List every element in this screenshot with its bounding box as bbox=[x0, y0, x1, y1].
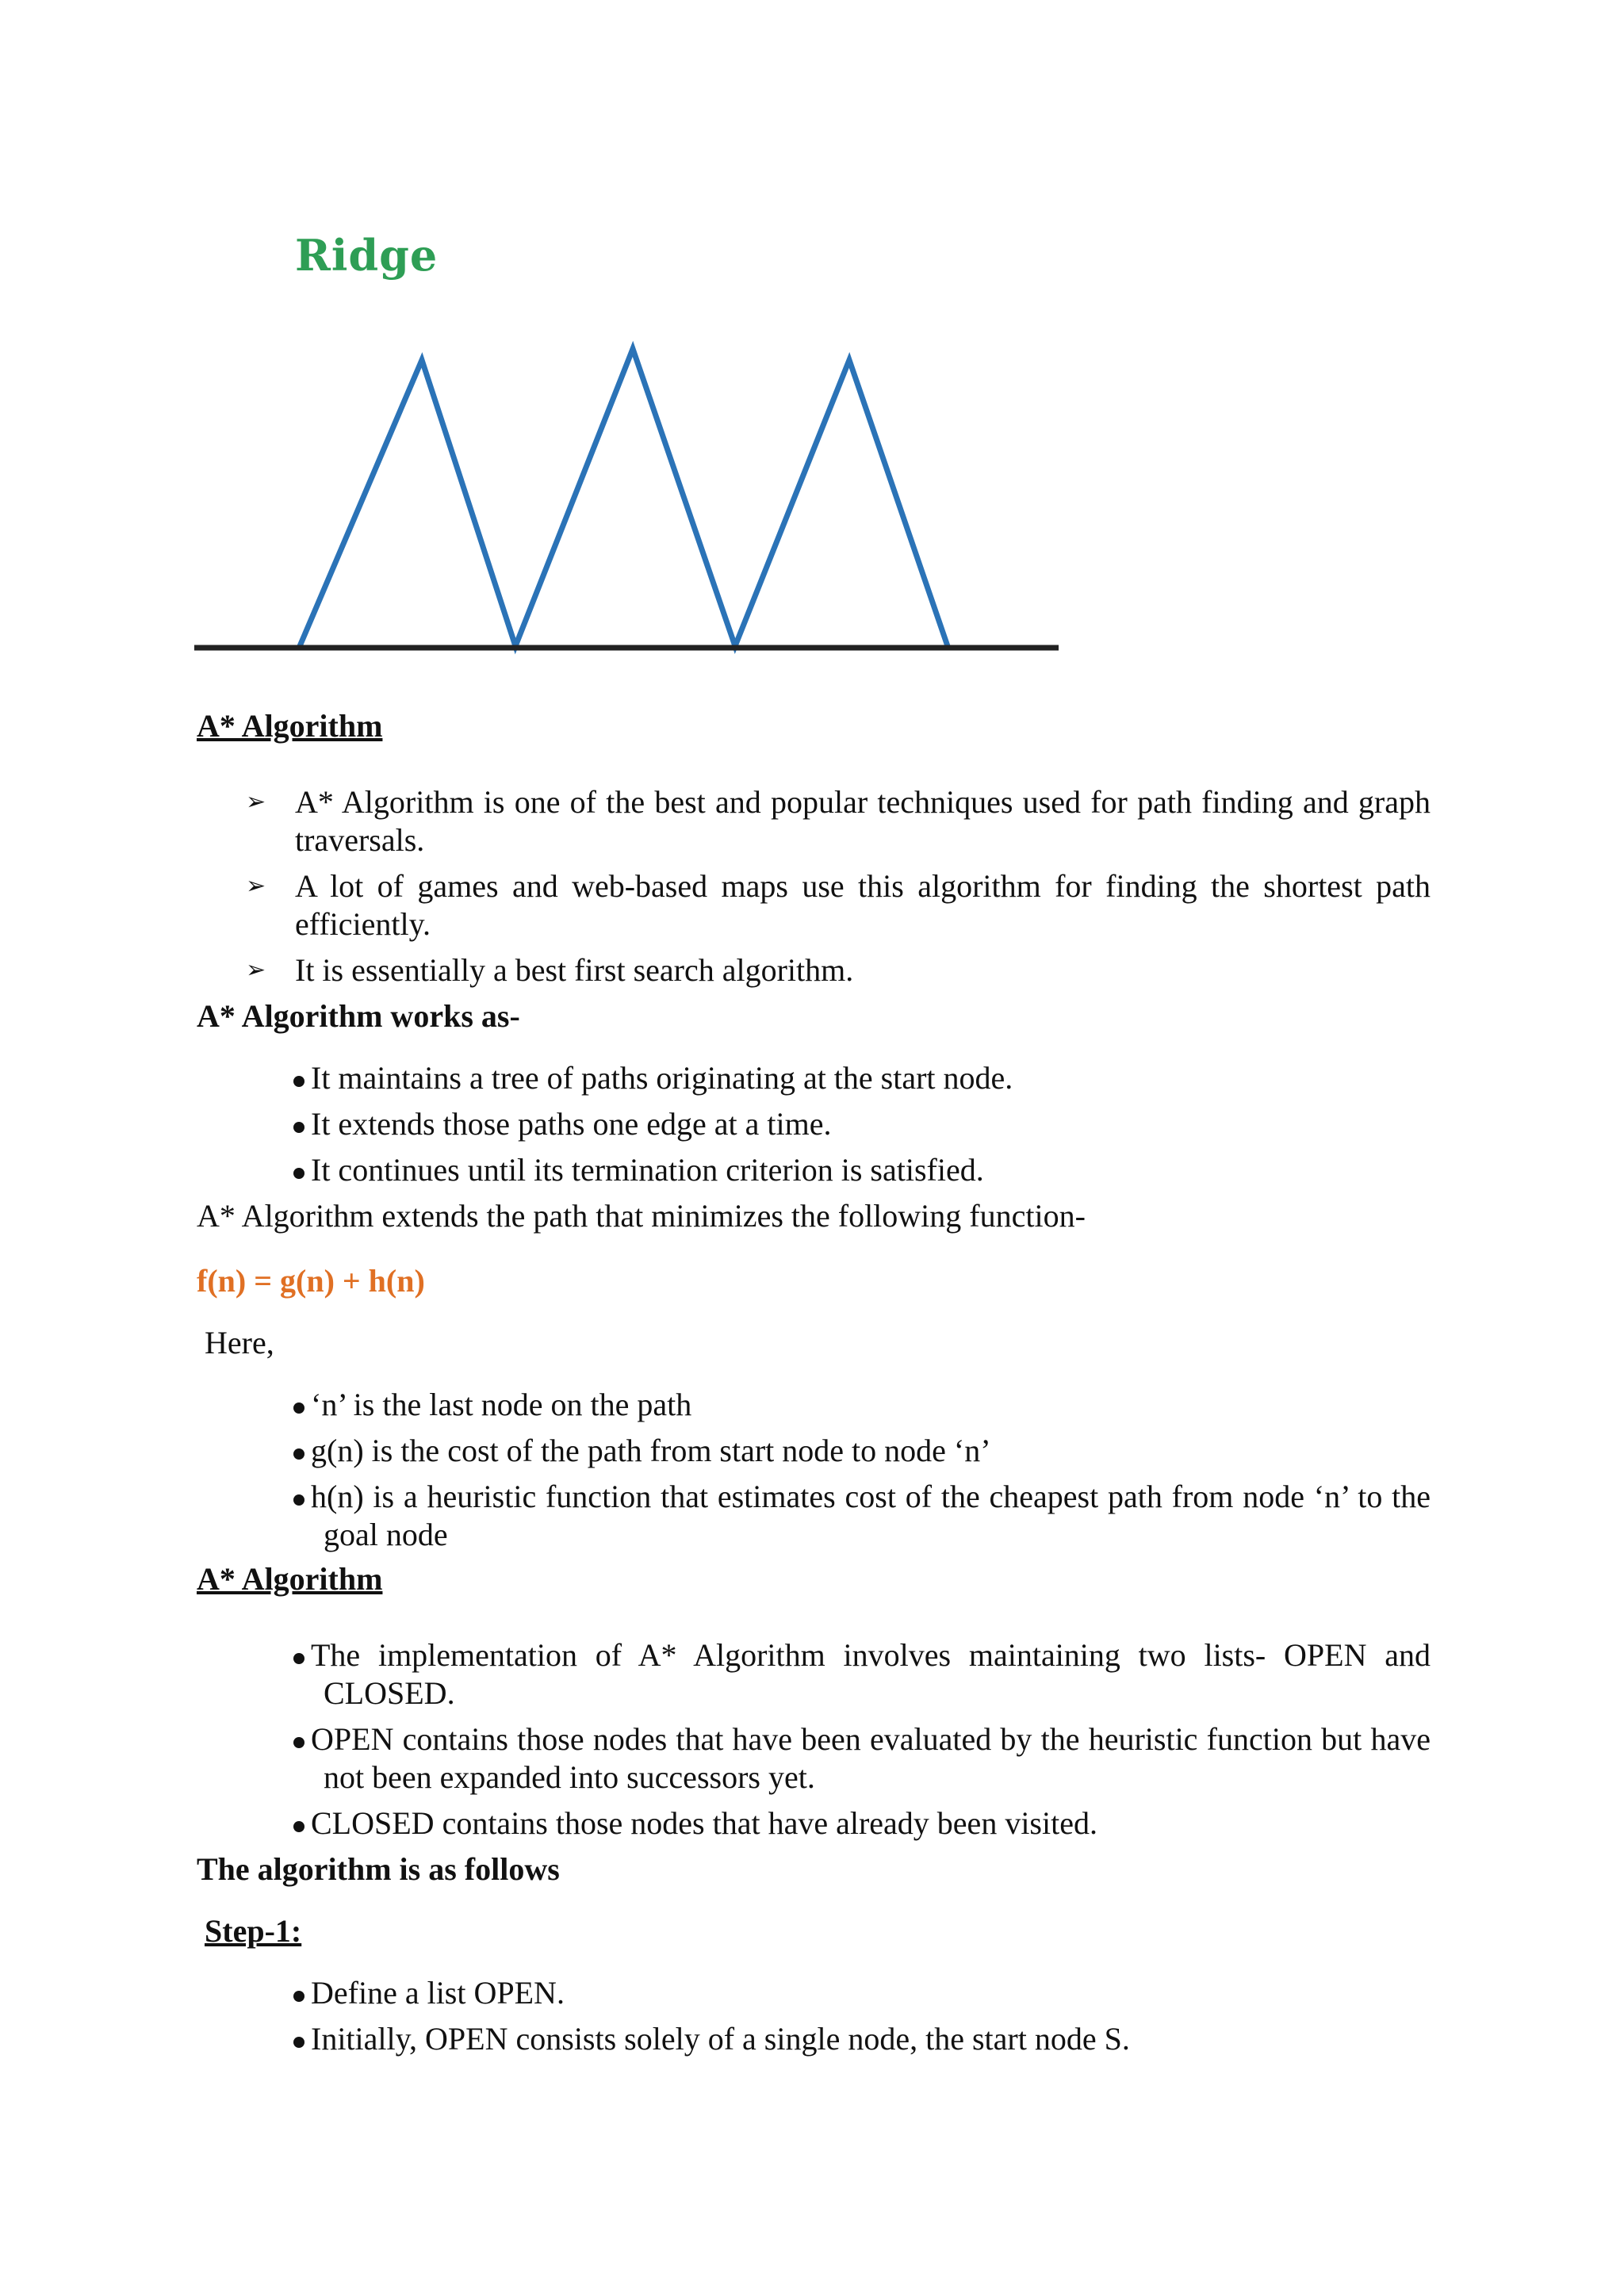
arrow-bullet-icon: ➢ bbox=[246, 789, 266, 815]
list-item: Initially, OPEN consists solely of a single node, the start node S. bbox=[197, 2020, 1431, 2058]
list-item: ➢ It is essentially a best first search algorithm. bbox=[246, 952, 854, 988]
ridge-line bbox=[300, 349, 948, 646]
formula: f(n) = g(n) + h(n) bbox=[197, 1263, 425, 1299]
document-body bbox=[197, 707, 1431, 2066]
bullet-dot-icon bbox=[293, 1494, 304, 1506]
arrow-bullet-icon: ➢ bbox=[246, 957, 266, 983]
bullet-dot-icon bbox=[293, 1991, 304, 2002]
bullet-dot-icon bbox=[293, 1076, 304, 1087]
works-list bbox=[197, 1059, 1431, 1189]
list-item: ➢ A lot of games and web-based maps use this algorithm for finding the shortest path efficiently. bbox=[246, 868, 1431, 942]
arrow-bullet-icon: ➢ bbox=[246, 873, 266, 899]
list-item: g(n) is the cost of the path from start node to node ‘n’ bbox=[197, 1432, 1431, 1470]
bullet-dot-icon bbox=[293, 1168, 304, 1179]
list-item: Define a list OPEN. bbox=[197, 1974, 1431, 2012]
section-heading-a-star-2: A* Algorithm bbox=[197, 1561, 383, 1597]
bullet-dot-icon bbox=[293, 1448, 304, 1460]
list-item: h(n) is a heuristic function that estimates cost of the cheapest path from node ‘n’ to the goal node bbox=[197, 1478, 1431, 1554]
step1-list bbox=[197, 1974, 1431, 2058]
ridge-diagram bbox=[194, 325, 1067, 658]
bullet-dot-icon bbox=[293, 1737, 304, 1748]
a-star-intro-list bbox=[197, 783, 1431, 989]
lists-description bbox=[197, 1636, 1431, 1843]
bullet-dot-icon bbox=[293, 1653, 304, 1664]
bullet-dot-icon bbox=[293, 1821, 304, 1832]
list-item: ➢ A* Algorithm is one of the best and popular techniques used for path finding and graph traversals. bbox=[246, 784, 1431, 858]
list-item: It maintains a tree of paths originating at the start node. bbox=[197, 1059, 1431, 1097]
list-item: It extends those paths one edge at a time. bbox=[197, 1105, 1431, 1143]
works-heading: A* Algorithm works as- bbox=[197, 998, 520, 1034]
bullet-dot-icon bbox=[293, 1122, 304, 1133]
bullet-dot-icon bbox=[293, 1402, 304, 1414]
bullet-dot-icon bbox=[293, 2037, 304, 2048]
algorithm-heading: The algorithm is as follows bbox=[197, 1851, 560, 1887]
section-heading-a-star: A* Algorithm bbox=[197, 708, 383, 744]
step1-heading: Step-1: bbox=[205, 1913, 302, 1949]
here-list bbox=[197, 1386, 1431, 1554]
list-item: CLOSED contains those nodes that have already been visited. bbox=[197, 1804, 1431, 1843]
list-item: ‘n’ is the last node on the path bbox=[197, 1386, 1431, 1424]
list-item: It continues until its termination criterion is satisfied. bbox=[197, 1151, 1431, 1189]
list-item: OPEN contains those nodes that have been evaluated by the heuristic function but have not been expanded into successors yet. bbox=[197, 1720, 1431, 1797]
ridge-figure bbox=[194, 230, 1067, 658]
extends-text: A* Algorithm extends the path that minimizes the following function- bbox=[197, 1198, 1086, 1234]
figure-title: Ridge bbox=[295, 230, 439, 281]
list-item: The implementation of A* Algorithm involves maintaining two lists- OPEN and CLOSED. bbox=[197, 1636, 1431, 1712]
here-label: Here, bbox=[205, 1325, 274, 1360]
